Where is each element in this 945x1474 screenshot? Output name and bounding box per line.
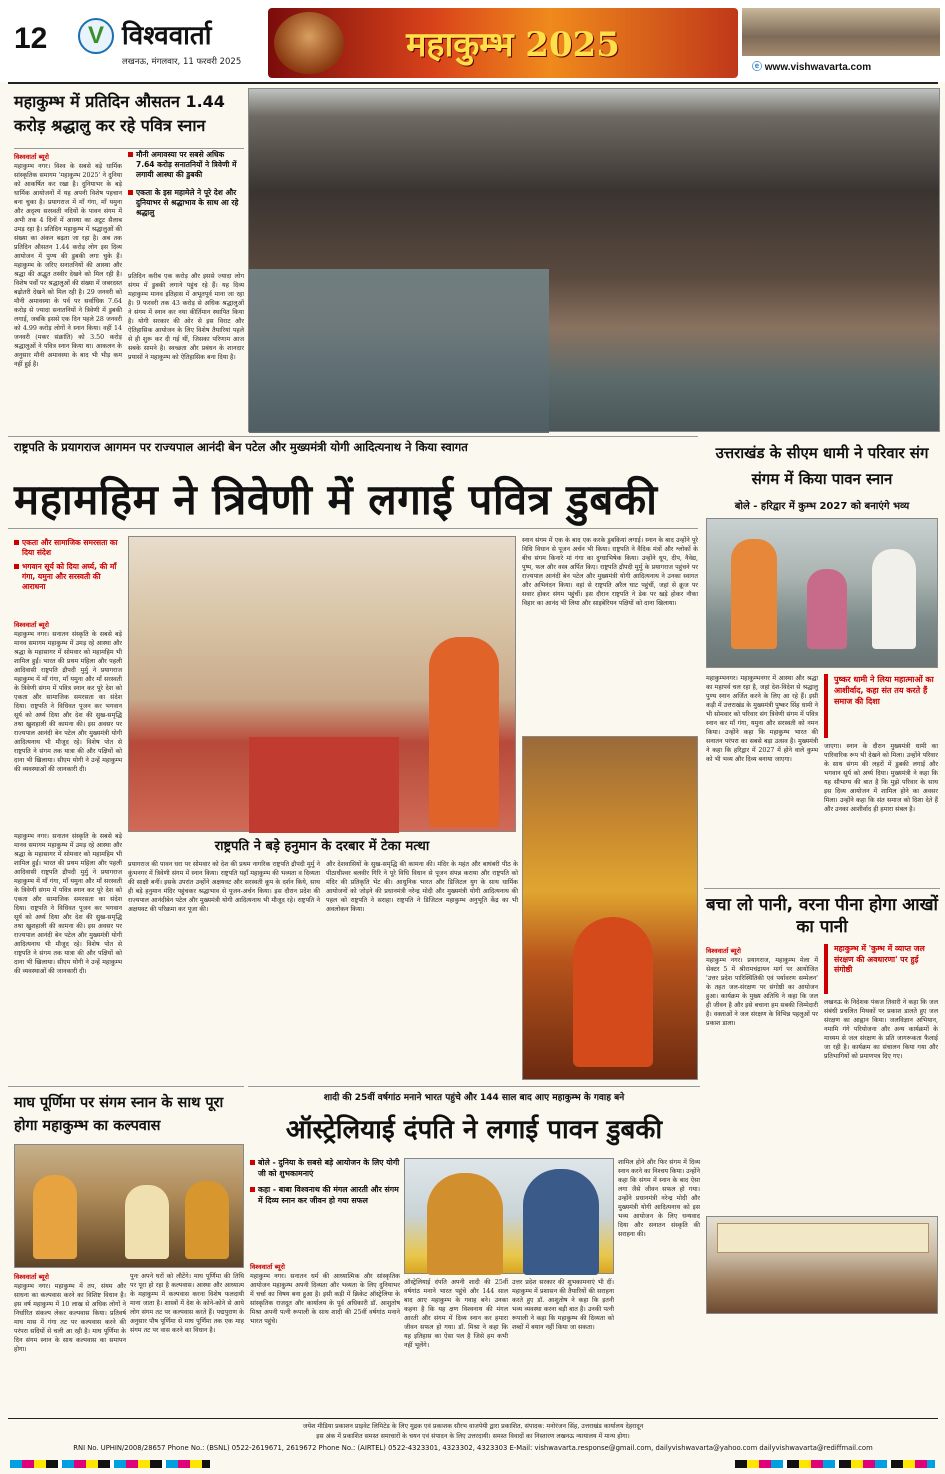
story4-col2: लखनऊ के निदेशक पंकज तिवारी ने कहा कि जल संबंधी प्रचलित मिथकों पर प्रकाश डालते हुए जल संरक्षण का आह्वान किया। जलविज्ञान अभियान, नमामि गंगे परियोजना और अन्य कार्यक्रमों के माध्यम से जल संरक्षण के प्रति जागरूकता फैलाई जा रही है। कार्यक्रम का संचालन किया गया और प्रतिभागियों को प्रमाणपत्र दिए गए।	[824, 999, 941, 1060]
president-walk-photo	[128, 536, 516, 832]
square-bullet-icon	[14, 540, 19, 545]
footer-rule	[8, 1418, 938, 1419]
square-bullet-icon	[14, 564, 19, 569]
website-text: www.vishwavarta.com	[764, 62, 872, 73]
river-water	[249, 269, 549, 433]
web-icon: ⓔ	[752, 62, 765, 73]
paper-logo	[78, 18, 114, 54]
dateline: लखनऊ, मंगलवार, 11 फरवरी 2025	[122, 57, 242, 67]
story3-col2: जाएगा। स्नान के दौरान मुख्यमंत्री धामी का पारिवारिक रूप भी देखने को मिला। उन्होंने परिवार के साथ संगम की लहरों में डुबकी लगाई और भगवान सूर्य को अर्घ्य दिया। मुख्यमंत्री ने कहा कि यह सौभाग्य की बात है कि मुझे परिवार के साथ इस दिव्य आयोजन में शामिल होने का अवसर मिला। उन्होंने कहा कि संत समाज को दिशा देते हैं और उनका आशीर्वाद ही हमारा संबल है।	[824, 743, 941, 813]
story5-byline: विश्ववार्ता ब्यूरो	[14, 1273, 49, 1281]
story6-bullet-2: कहा - बाबा विश्वनाथ की मंगल आरती और संगम में दिव्य स्नान कर जीवन हो गया सफल	[250, 1185, 400, 1206]
story6-col4: शामिल होने और फिर संगम में दिव्य स्नान करने का निश्चय किया। उन्होंने कहा कि संगम में स्नान के बाद ऐसा लगा जैसे जीवन सफल हो गया। उन्होंने प्रधानमंत्री नरेन्द्र मोदी और मुख्यमंत्री योगी आदित्यनाथ को इस भव्य आयोजन के लिए धन्यवाद दिया और सनातन संस्कृति की सराहना की।	[618, 1159, 703, 1238]
saffron-sadhu-figure	[429, 637, 499, 827]
sadhu-seated-3	[185, 1181, 229, 1259]
color-registration-bar-right	[735, 1460, 935, 1468]
story3-kicker: बोले - हरिद्वार में कुम्भ 2027 को बनाएंगे भव्य	[734, 501, 910, 512]
square-bullet-icon	[250, 1187, 255, 1192]
hanuman-temple-photo	[522, 736, 698, 1080]
story2-bullet-2: भगवान सूर्य को दिया अर्घ्य, की माँ गंगा, यमुना और सरस्वती की आराधना	[14, 562, 122, 592]
story2-col1-cont: महाकुम्भ नगर। सनातन संस्कृति के सबसे बड़े मानव समागम महाकुम्भ में उमड़ रहे आस्था और श्रद्धा के महासागर में सोमवार को महामहिम भी शामिल हुईं। भारत की प्रथम महिला और पहली आदिवासी राष्ट्रपति द्रौपदी मुर्मु ने प्रयागराज महाकुम्भ में माँ गंगा, माँ यमुना और माँ सरस्वती के त्रिवेणी संगम में पवित्र स्नान कर पूरे देश को एकता और सामाजिक समरसता का संदेश दिया। राष्ट्रपति ने विधिवत पूजन कर भगवान सूर्य को अर्घ्य दिया और देश की सुख-समृद्धि तथा खुशहाली की कामना की। इस अवसर पर राज्यपाल आनंदी बेन पटेल और मुख्यमंत्री योगी आदित्यनाथ भी मौजूद रहे। विशेष पोत से राष्ट्रपति ने संगम तक यात्रा की और पक्षियों को दाना भी खिलाया। सीएम योगी ने उन्हें महाकुम्भ की व्यवस्थाओं की जानकारी दी।	[14, 833, 125, 975]
story1-col2: प्रतिदिन करीब एक करोड़ और इससे ज्यादा लोग संगम में डुबकी लगाने पहुंच रहे हैं। यह दिव्य महाकुम्भ मानव इतिहास में अभूतपूर्व माना जा रहा है। 9 फरवरी तक 43 करोड़ से अधिक श्रद्धालुओं ने संगम में स्नान कर नया कीर्तिमान स्थापित किया है। योगी सरकार की ओर से इस विराट और ऐतिहासिक आयोजन के लिए विशेष तैयारियां पहले से ही शुरू कर दी गई थीं, जिसका परिणाम आज सबके सामने है। स्वच्छता और प्रबंधन के शानदार प्रयासों ने महाकुम्भ को ऐतिहासिक बना दिया है।	[128, 273, 247, 361]
story3-headline: उत्तराखंड के सीएम धामी ने परिवार संग संगम में किया पावन स्नान	[715, 444, 929, 488]
story1-byline: विश्ववार्ता ब्यूरो	[14, 153, 49, 161]
story1-highlight-box	[128, 150, 244, 268]
story5-col1: महाकुम्भ नगर। महाकुम्भ में तप, संयम और साधना का कल्पवास करने का विशिष्ट विधान है। इस वर्ष महाकुम्भ में 10 लाख से अधिक लोगों ने निर्धारित संकल्प लेकर कल्पवास किया। प्रतिवर्ष माघ मास में गंगा तट पर कल्पवास करने की परंपरा सदियों से चली आ रही है। माघ पूर्णिमा के दिन संगम स्नान के साथ कल्पवास का समापन होगा।	[14, 1283, 129, 1353]
square-bullet-icon	[128, 190, 133, 195]
dhami-bathing-photo	[706, 518, 938, 668]
masthead-rule	[8, 82, 938, 84]
seminar-photo	[706, 1216, 938, 1314]
section-title: महाकुम्भ 2025	[406, 25, 620, 65]
story2-headline-rule	[8, 528, 698, 529]
story5-rule	[8, 1086, 244, 1087]
story2-headline: महामहिम ने त्रिवेणी में लगाई पवित्र डुबकी	[14, 475, 658, 524]
story4-quote-text: महाकुम्भ में 'कुम्भ में व्याप्त जल संरक्षण की अवधारणा' पर हुई संगोष्ठी	[834, 944, 925, 974]
story2-kicker: राष्ट्रपति के प्रयागराज आगमन पर राज्यपाल आनंदी बेन पटेल और मुख्यमंत्री योगी आदित्यनाथ ने किया स्वागत	[14, 440, 468, 454]
story2-rule	[8, 436, 698, 437]
story4-quote	[824, 944, 938, 994]
story3-quote	[824, 674, 938, 738]
banner-stage	[717, 1223, 929, 1253]
man-figure	[523, 1169, 599, 1275]
paper-name: विश्ववार्ता	[122, 21, 212, 51]
australian-couple-photo	[404, 1158, 614, 1274]
figure-pink	[807, 569, 847, 649]
story2-subcol2: और देशवासियों के सुख-समृद्धि की कामना की। मंदिर के महंत और बाघंबरी पीठ के पीठाधीश्वर बलवीर गिरि ने पूरे विधि विधान से पूजन संपन्न कराया और राष्ट्रपति को मंदिर की प्रतिकृति भेंट की। आधुनिक भारत और डिजिटल युग के साथ धार्मिक आयोजनों को जोड़ने की प्रधानमंत्री नरेन्द्र मोदी और मुख्यमंत्री योगी आदित्यनाथ की पहल को राष्ट्रपति ने सराहा। राष्ट्रपति ने डिजिटल महाकुम्भ अनुभूति केंद्र का भी अवलोकन किया।	[326, 861, 521, 913]
woman-figure	[427, 1173, 503, 1275]
story4-headline: बचा लो पानी, वरना पीना होगा आखों का पानी	[706, 895, 938, 937]
square-bullet-icon	[128, 152, 133, 157]
website-url[interactable]	[752, 58, 940, 74]
story1-highlight-1: मौनी अमावस्या पर सबसे अधिक 7.64 करोड़ सनातनियों ने त्रिवेणी में लगायी आस्था की डुबकी	[128, 150, 244, 180]
story5-col2: पुनः अपने घरों को लौटेंगे। माघ पूर्णिमा की तिथि पर पूरा हो रहा है कल्पवास। आस्था और आध्यात्म के महाकुम्भ में कल्पवास करना विशेष फलदायी माना जाता है। शास्त्रों में देश के कोने-कोने से आये लोग संगम तट पर कल्पवास करते हैं। पद्मपुराण के अनुसार पौष पूर्णिमा से माघ पूर्णिमा तक एक माह संगम तट पर वास करने का विधान है।	[130, 1273, 247, 1334]
story6-col1: महाकुम्भ नगर। सनातन धर्म की आध्यात्मिक और सांस्कृतिक आयोजन महाकुम्भ अपनी दिव्यता और भव्यता के लिए दुनियाभर में चर्चा का विषय बना हुआ है। इसी कड़ी में क्रिकेट ऑस्ट्रेलिया के सांस्कृतिक राजदूत और कार्यालय के पूर्व अधिकारी डॉ. आशुतोष मिश्रा अपनी पत्नी रूपाली के साथ शादी की 25वीं वर्षगांठ मनाने भारत पहुंचे।	[250, 1273, 403, 1325]
story4-rule	[704, 888, 940, 889]
story6-bullet-1: बोले - दुनिया के सबसे बड़े आयोजन के लिए योगी जी को शुभकामनाएं	[250, 1158, 400, 1179]
story6-bullets	[250, 1158, 400, 1258]
crowd-strip-photo	[742, 8, 940, 56]
story4-col1: महाकुम्भ नगर। प्रयागराज, महाकुम्भ मेला में सेक्टर 5 में श्रीरामचंद्रायन मार्ग पर आयोजित 'उत्तर प्रदेश पारिस्थितिकी एवं पर्यावरण सम्मेलन' के तहत जल-संरक्षण पर संगोष्ठी का आयोजन हुआ। कार्यक्रम के मुख्य अतिथि ने कहा कि जल ही जीवन है और इसे बचाना हम सबकी जिम्मेदारी है। वक्ताओं ने जल संरक्षण के विभिन्न पहलुओं पर प्रकाश डाला।	[706, 957, 821, 1027]
story6-rule	[248, 1086, 700, 1087]
story2-col1: महाकुम्भ नगर। सनातन संस्कृति के सबसे बड़े मानव समागम महाकुम्भ में उमड़ रहे आस्था और श्रद्धा के महासागर में सोमवार को महामहिम भी शामिल हुईं। भारत की प्रथम महिला और पहली आदिवासी राष्ट्रपति द्रौपदी मुर्मु ने प्रयागराज महाकुम्भ में माँ गंगा, माँ यमुना और माँ सरस्वती के त्रिवेणी संगम में पवित्र स्नान कर पूरे देश को एकता और सामाजिक समरसता का संदेश दिया। राष्ट्रपति ने विधिवत पूजन कर भगवान सूर्य को अर्घ्य दिया और देश की सुख-समृद्धि तथा खुशहाली की कामना की। इस अवसर पर राज्यपाल आनंदी बेन पटेल और मुख्यमंत्री योगी आदित्यनाथ भी मौजूद रहे। विशेष पोत से राष्ट्रपति ने संगम तक यात्रा की और पक्षियों को दाना भी खिलाया। सीएम योगी ने उन्हें महाकुम्भ की व्यवस्थाओं की जानकारी दी।	[14, 631, 125, 773]
story2-col2: स्नान संगम में एक के बाद एक करके डुबकियां लगाई। स्नान के बाद उन्होंने पूरे विधि विधान से पूजन अर्चन भी किया। राष्ट्रपति ने वैदिक मंत्रों और श्लोकों के बीच संगम किनारे मां गंगा का दुग्धाभिषेक किया। उन्होंने धूप, दीप, नैवेद्य, पुष्प, फल और वस्त्र अर्पित किए। राष्ट्रपति द्रौपदी मुर्मु के प्रयागराज पहुंचने पर राज्यपाल आनंदी बेन पटेल और मुख्यमंत्री योगी आदित्यनाथ ने उनका स्वागत और अभिनंदन किया। वहां से राष्ट्रपति अरैल घाट पहुंचीं, जहां से क्रूज पर सवार होकर संगम पहुंचीं। इस दौरान राष्ट्रपति ने डेक पर खड़े होकर नौका विहार का आनंद भी लिया और साइबेरियन पक्षियों को दाना खिलाया।	[522, 537, 701, 607]
crowd-bathing-photo	[248, 88, 940, 432]
color-registration-bar-left	[10, 1460, 210, 1468]
story6-col3: उत्तर प्रदेश सरकार की शुभकामनाएं भी दीं। महाकुम्भ में प्रशासन की तैयारियों की सराहना करते हुए डॉ. आशुतोष ने कहा कि इतनी भव्य व्यवस्था करना बड़ी बात है। उनकी पत्नी रूपाली ने कहा कि महाकुम्भ की दिव्यता को शब्दों में बयान नहीं किया जा सकता।	[512, 1279, 617, 1331]
story1-rule	[14, 148, 244, 149]
story6-kicker: शादी की 25वीं वर्षगांठ मनाने भारत पहुंचे और 144 साल बाद आए महाकुम्भ के गवाह बने	[323, 1093, 625, 1103]
temple-idol	[573, 917, 653, 1067]
sadhu-seated-2	[125, 1185, 169, 1259]
figure-white	[872, 549, 916, 649]
story1-highlight-2: एकता के इस महामेले ने पूरे देश और दुनियाभर से श्रद्धाभाव के साथ आ रहे श्रद्धालु	[128, 188, 244, 218]
kalpvas-photo	[14, 1144, 244, 1268]
section-banner	[268, 8, 738, 78]
footer-publisher: जयेश मीडिया प्रकाशन प्राइवेट लिमिटेड के लिए मुद्रक एवं प्रकाशक सौरभ वाजपेयी द्वारा प्रकाशित, संपादक: मनोरंजन सिंह, उत्तराखंड कार्यालय देहरादून	[302, 1423, 644, 1430]
story3-col1: महाकुम्भनगर। महाकुम्भनगर में आस्था और श्रद्धा का महापर्व चल रहा है, जहां देश-विदेश से श्रद्धालु पुण्य स्नान अर्जित करने के लिए आ रहे हैं। इसी कड़ी में उत्तराखंड के मुख्यमंत्री पुष्कर सिंह धामी ने भी सोमवार को परिवार संग त्रिवेणी संगम में पवित्र स्नान कर माँ गंगा, यमुना और सरस्वती को नमन किया। उन्होंने कहा कि महाकुम्भ भारत की सनातन परंपरा का सबसे बड़ा उत्सव है। मुख्यमंत्री ने कहा कि हरिद्वार में 2027 में होने वाले कुम्भ को भी भव्य और दिव्य बनाया जाएगा।	[706, 675, 821, 763]
story2-byline: विश्ववार्ता ब्यूरो	[14, 621, 49, 629]
square-bullet-icon	[250, 1160, 255, 1165]
logo-letter: V	[87, 22, 104, 49]
figure-saffron	[731, 539, 777, 649]
story3-quote-text: पुष्कर धामी ने लिया महात्माओं का आशीर्वाद, कहा संत तय करते हैं समाज की दिशा	[834, 675, 934, 706]
story2-bullet-1: एकता और सामाजिक समरसता का दिया संदेश	[14, 538, 122, 558]
story4-byline: विश्ववार्ता ब्यूरो	[706, 947, 741, 955]
page-number: 12	[14, 22, 48, 55]
story5-headline: माघ पूर्णिमा पर संगम स्नान के साथ पूरा होगा महाकुम्भ का कल्पवास	[14, 1095, 224, 1134]
story1-headline: महाकुम्भ में प्रतिदिन औसतन 1.44 करोड़ श्रद्धालु कर रहे पवित्र स्नान	[14, 92, 225, 135]
sadhu-illustration	[274, 12, 344, 74]
story6-col2: ऑस्ट्रेलियाई दंपति अपनी शादी की 25वीं वर्षगांठ मनाने भारत पहुंचे और 144 साल बाद आए महाकुम्भ के गवाह बने। उनका कहना है कि यह क्षण विश्वनाथ की मंगल आरती और संगम में दिव्य स्नान कर हमारा जीवन सफल हो गया। डॉ. मिश्रा ने कहा कि यह इतिहास का ऐसा पल है जिसे हम कभी नहीं भूलेंगे।	[404, 1279, 511, 1349]
sadhu-seated-1	[33, 1175, 77, 1259]
story2-subhead: राष्ट्रपति ने बड़े हनुमान के दरबार में टेका मत्था	[214, 839, 430, 854]
story6-byline: विश्ववार्ता ब्यूरो	[250, 1263, 285, 1271]
masthead	[0, 0, 945, 82]
story1-col1: महाकुम्भ नगर। विश्व के सबसे बड़े धार्मिक सांस्कृतिक समागम 'महाकुम्भ 2025' ने दुनिया को आकर्षित कर रखा है। दुनियाभर के बड़े धार्मिक आयोजनों में यह अपनी विशेष पहचान बना चुका है। प्रयागराज में माँ गंगा, माँ यमुना और अदृश्य सरस्वती नदियों के पावन संगम में अभी तक 4 दिनों में आस्था का अटूट सैलाब उमड़ रहा है। प्रतिदिन महाकुम्भ में श्रद्धालुओं की संख्या का अंकन बढ़ता जा रहा है। अब तक प्रतिदिन औसतन 1.44 करोड़ लोग इस दिव्य आयोजन में पुण्य की डुबकी लगा चुके हैं। महाकुम्भ के जरिए सनातनियों की आस्था और श्रद्धा की अद्भुत तस्वीर देखने को मिल रही है। विशेष पर्वों पर श्रद्धालुओं की संख्या में जबरदस्त बढ़ोतरी देखने को मिल रही है। 29 जनवरी को मौनी अमावस्या के पर्व पर सर्वाधिक 7.64 करोड़ से ज्यादा सनातनियों ने त्रिवेणी में डुबकी लगाई, जबकि इससे एक दिन पहले 28 जनवरी को 4.99 करोड़ लोगों ने स्नान किया। वहीं 14 जनवरी (मकर संक्रांति) को 3.50 करोड़ श्रद्धालुओं ने पवित्र स्नान किया था। आकलन के अनुसार मौनी अमावस्या के बाद भी भीड़ कम नहीं हुई है।	[14, 163, 125, 368]
story2-subcol1: प्रयागराज की पावन धरा पर सोमवार को देश की प्रथम नागरिक राष्ट्रपति द्रौपदी मुर्मु ने कुंभनगर में त्रिवेणी संगम में स्नान किया। राष्ट्रपति यहाँ महाकुम्भ की भव्यता व दिव्यता की साक्षी बनीं। इसके उपरांत उन्होंने अक्षयवट और सरस्वती कूप के दर्शन किये, साथ ही बड़े हनुमान मंदिर पहुंचकर श्रद्धाभाव से पूजन-अर्चन किया। इस दौरान प्रदेश की राज्यपाल आनंदीबेन पटेल और मुख्यमंत्री योगी आदित्यनाथ भी मौजूद रहे। राष्ट्रपति ने अक्षयवट की परिक्रमा कर पूजा की।	[128, 861, 323, 913]
red-carpet	[249, 737, 399, 833]
footer-contacts: RNI No. UPHIN/2008/28657 Phone No.: (BSNL) 0522-2619671, 2619672 Phone No.: (AIRTEL) 0522-4323301, 4323302, 4323303 E-Mail: vishwavarta.response@gmail.com, dailyvishwavarta@yahoo.com dailyvishwavarta@rediffmail.com	[73, 1444, 873, 1452]
story2-bullets	[14, 538, 122, 614]
story6-headline: ऑस्ट्रेलियाई दंपति ने लगाई पावन डुबकी	[285, 1115, 663, 1145]
footer-disclaimer: इस अंक में प्रकाशित समस्त समाचारों के चयन एवं संपादन के लिए उत्तरदायी। समस्त विवादों का निस्तारण लखनऊ न्यायालय में मान्य होगा।	[316, 1433, 630, 1440]
